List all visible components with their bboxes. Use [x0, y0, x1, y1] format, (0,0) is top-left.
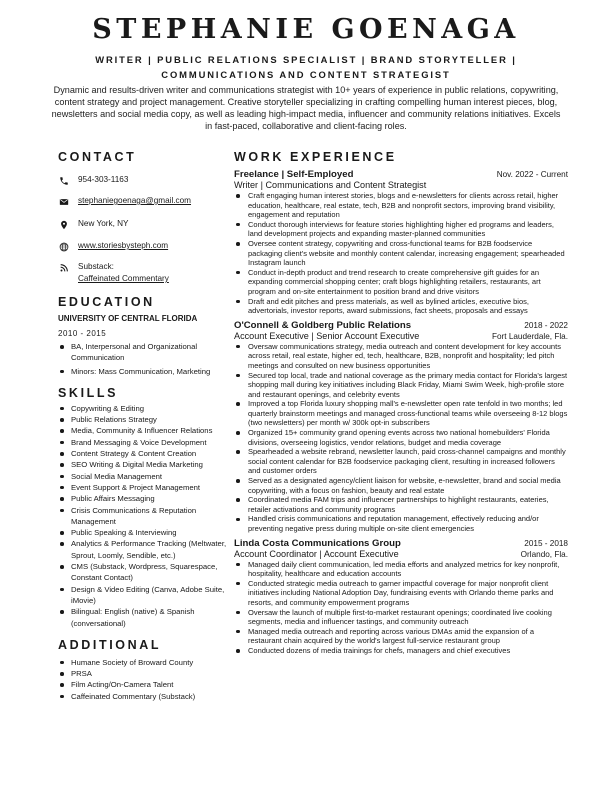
job-entry-oconnell-goldberg [234, 320, 568, 534]
job-location: Orlando, Fla. [520, 549, 568, 559]
list-item: Conduct thorough interviews for feature stories highlighting higher ed programs and leaders, land development projects and expanding master-planned communities [234, 220, 568, 239]
list-item: Minors: Mass Communication, Marketing [58, 366, 236, 377]
contact-location-row [58, 219, 236, 230]
list-item: Coordinated media FAM trips and influencer partnerships to highlight restaurants, eateries, retailer activations and community programs [234, 495, 568, 514]
list-item: Served as a designated agency/client liaison for website, e-newsletter, brand and social media copywriting, with a focus on fashion, beauty and real estate [234, 476, 568, 495]
list-item: Organized 15+ community grand opening events across two national homebuilders' Florida divisions, overseeing logistics, vendor relations, budget and media coverage [234, 428, 568, 447]
list-item: Handled crisis communications and reputation management, effectively reducing and/or preventing negative press during multiple on-site client emergencies [234, 514, 568, 533]
list-item: Analytics & Performance Tracking (Meltwater, Sprout, Loomly, Sendible, etc.) [58, 538, 236, 561]
list-item: Social Media Management [58, 471, 236, 482]
list-item: CMS (Substack, Wordpress, Squarespace, Constant Contact) [58, 561, 236, 584]
education-heading: EDUCATION [58, 295, 155, 309]
contact-heading: CONTACT [58, 150, 137, 164]
website-link[interactable]: www.storiesbysteph.com [78, 241, 169, 250]
list-item: Managed daily client communication, led media efforts and analyzed metrics for key nonprofit, hospitality, healthcare and education accounts [234, 560, 568, 579]
list-item: Secured top local, trade and national coverage as the primary media contact for Florida's largest shopping mall during key initiatives including Black Friday, Miami Swim Week, high-profile store and restaurant openings, and celebrity events [234, 371, 568, 400]
job-role: Writer | Communications and Content Strategist [234, 180, 427, 190]
company-name: Linda Costa Communications Group [234, 537, 401, 549]
job-role: Account Executive | Senior Account Executive [234, 330, 420, 341]
skills-list [58, 403, 236, 629]
location-text: New York, NY [78, 219, 129, 228]
list-item: Draft and edit pitches and press materials, as well as bylined articles, executive bios, advertorials, investor reports, award submissions, fact sheets, proposals and essays [234, 297, 568, 316]
list-item: Oversaw the launch of multiple first-to-market restaurant openings; coordinated live cooking segments, media and influencer tastings, and community outreach [234, 608, 568, 627]
list-item: Managed media outreach and reporting across various DMAs amid the expansion of a restaurant chain acquired by the world's largest full-service restaurant group [234, 627, 568, 646]
location-pin-icon [58, 219, 69, 230]
company-name: Freelance | Self-Employed [234, 169, 354, 180]
globe-icon [58, 241, 69, 252]
email-icon [58, 196, 69, 207]
sidebar [58, 150, 236, 702]
additional-heading: ADDITIONAL [58, 637, 162, 652]
list-item: Bilingual: English (native) & Spanish (conversational) [58, 606, 236, 629]
skills-heading: SKILLS [58, 385, 119, 400]
substack-label: Substack: [78, 262, 114, 271]
education-list [58, 341, 236, 377]
job-bullets [234, 342, 568, 534]
list-item: BA, Interpersonal and Organizational Communication [58, 341, 236, 364]
school-name: UNIVERSITY OF CENTRAL FLORIDA [58, 314, 198, 323]
job-bullets [234, 191, 568, 316]
list-item: PRSA [58, 668, 236, 679]
titles-line-1: WRITER | PUBLIC RELATIONS SPECIALIST | BRAND STORYTELLER | [95, 54, 517, 65]
list-item: Copywriting & Editing [58, 403, 236, 414]
experience-heading: WORK EXPERIENCE [234, 150, 397, 164]
contact-website-row [58, 241, 236, 252]
education-years: 2010 - 2015 [58, 329, 107, 338]
contact-phone-row [58, 175, 236, 186]
list-item: Event Support & Project Management [58, 482, 236, 493]
email-link[interactable]: stephaniegoenaga@gmail.com [78, 196, 192, 205]
titles-line-2: COMMUNICATIONS AND CONTENT STRATEGIST [161, 69, 451, 80]
work-experience [234, 150, 568, 656]
list-item: Design & Video Editing (Canva, Adobe Suite, iMovie) [58, 584, 236, 607]
phone-icon [58, 175, 69, 186]
contact-email-row [58, 196, 236, 207]
job-dates: 2018 - 2022 [524, 320, 568, 330]
additional-list [58, 657, 236, 702]
job-location: Fort Lauderdale, Fla. [491, 331, 568, 341]
candidate-name: STEPHANIE GOENAGA [92, 14, 520, 45]
company-name: O'Connell & Goldberg Public Relations [234, 319, 412, 331]
list-item: Conducted strategic media outreach to garner impactful coverage for major nonprofit client initiatives including National Adoption Day, fundraising events with Orlando theme parks and resorts, and community empowerment programs [234, 579, 568, 608]
list-item: Conducted dozens of media trainings for chefs, managers and chief executives [234, 646, 568, 656]
rss-icon [58, 262, 69, 273]
list-item: Conduct in-depth product and trend research to create comprehensive gift guides for an expanding commercial shopping center; craft blogs highlighting retailers, restaurants, art program and on-site entertainment to position brand and drive visitors [234, 268, 568, 297]
job-entry-linda-costa [234, 538, 568, 656]
list-item: Oversaw communications strategy, media outreach and content development for key accounts across retail, real estate, higher ed, tech, healthcare, B2B, nonprofit and hospitality; led pitch meetings and consulted on new business opportunities [234, 342, 568, 371]
list-item: Public Relations Strategy [58, 414, 236, 425]
professional-titles [40, 52, 572, 82]
list-item: Caffeinated Commentary (Substack) [58, 691, 236, 702]
job-dates: Nov. 2022 - Current [496, 170, 568, 179]
list-item: Public Speaking & Interviewing [58, 527, 236, 538]
list-item: Spearheaded a website rebrand, newsletter launch, paid cross-channel campaigns and monthly social content calendar for B2B foodservice packaging client, resulting in increased followers and customer orders [234, 447, 568, 476]
list-item: SEO Writing & Digital Media Marketing [58, 459, 236, 470]
list-item: Brand Messaging & Voice Development [58, 437, 236, 448]
phone-number: 954-303-1163 [78, 175, 129, 184]
list-item: Media, Community & Influencer Relations [58, 425, 236, 436]
list-item: Humane Society of Broward County [58, 657, 236, 668]
job-bullets [234, 560, 568, 656]
list-item: Oversee content strategy, copywriting and cross-functional teams for B2B foodservice packaging client's website and monthly content calendar, increasing engagement; spearheaded Instagram launch [234, 239, 568, 268]
list-item: Film Acting/On-Camera Talent [58, 679, 236, 690]
substack-link[interactable]: Caffeinated Commentary [78, 274, 169, 283]
professional-summary: Dynamic and results-driven writer and communications strategist with 10+ years of experience in public relations, copywriting, content strategy and project management. Creative storyteller specializing in crafting compelling human interest pieces, blog, newsletters and social media copy, as well as leading high-impact media, influencer and community relations initiatives. Excels in fast-paced, collaborative and client-facing roles. [51, 85, 561, 131]
list-item: Public Affairs Messaging [58, 493, 236, 504]
job-role: Account Coordinator | Account Executive [234, 548, 399, 559]
list-item: Improved a top Florida luxury shopping mall's e-newsletter open rate tenfold in two months; led quarterly brainstorm meetings and managed cross-functional teams while overseeing 8-12 blogs (two newsletters) per month w/ 300k opt-in subscribers [234, 399, 568, 428]
contact-substack-row [58, 262, 236, 284]
job-entry-freelance [234, 169, 568, 316]
list-item: Crisis Communications & Reputation Management [58, 505, 236, 528]
list-item: Content Strategy & Content Creation [58, 448, 236, 459]
list-item: Craft engaging human interest stories, blogs and e-newsletters for clients across retail, higher education, healthcare, real estate, tech, B2B and nonprofit sectors, improving brand visibility, engagement and reputation [234, 191, 568, 220]
job-dates: 2015 - 2018 [524, 538, 568, 548]
